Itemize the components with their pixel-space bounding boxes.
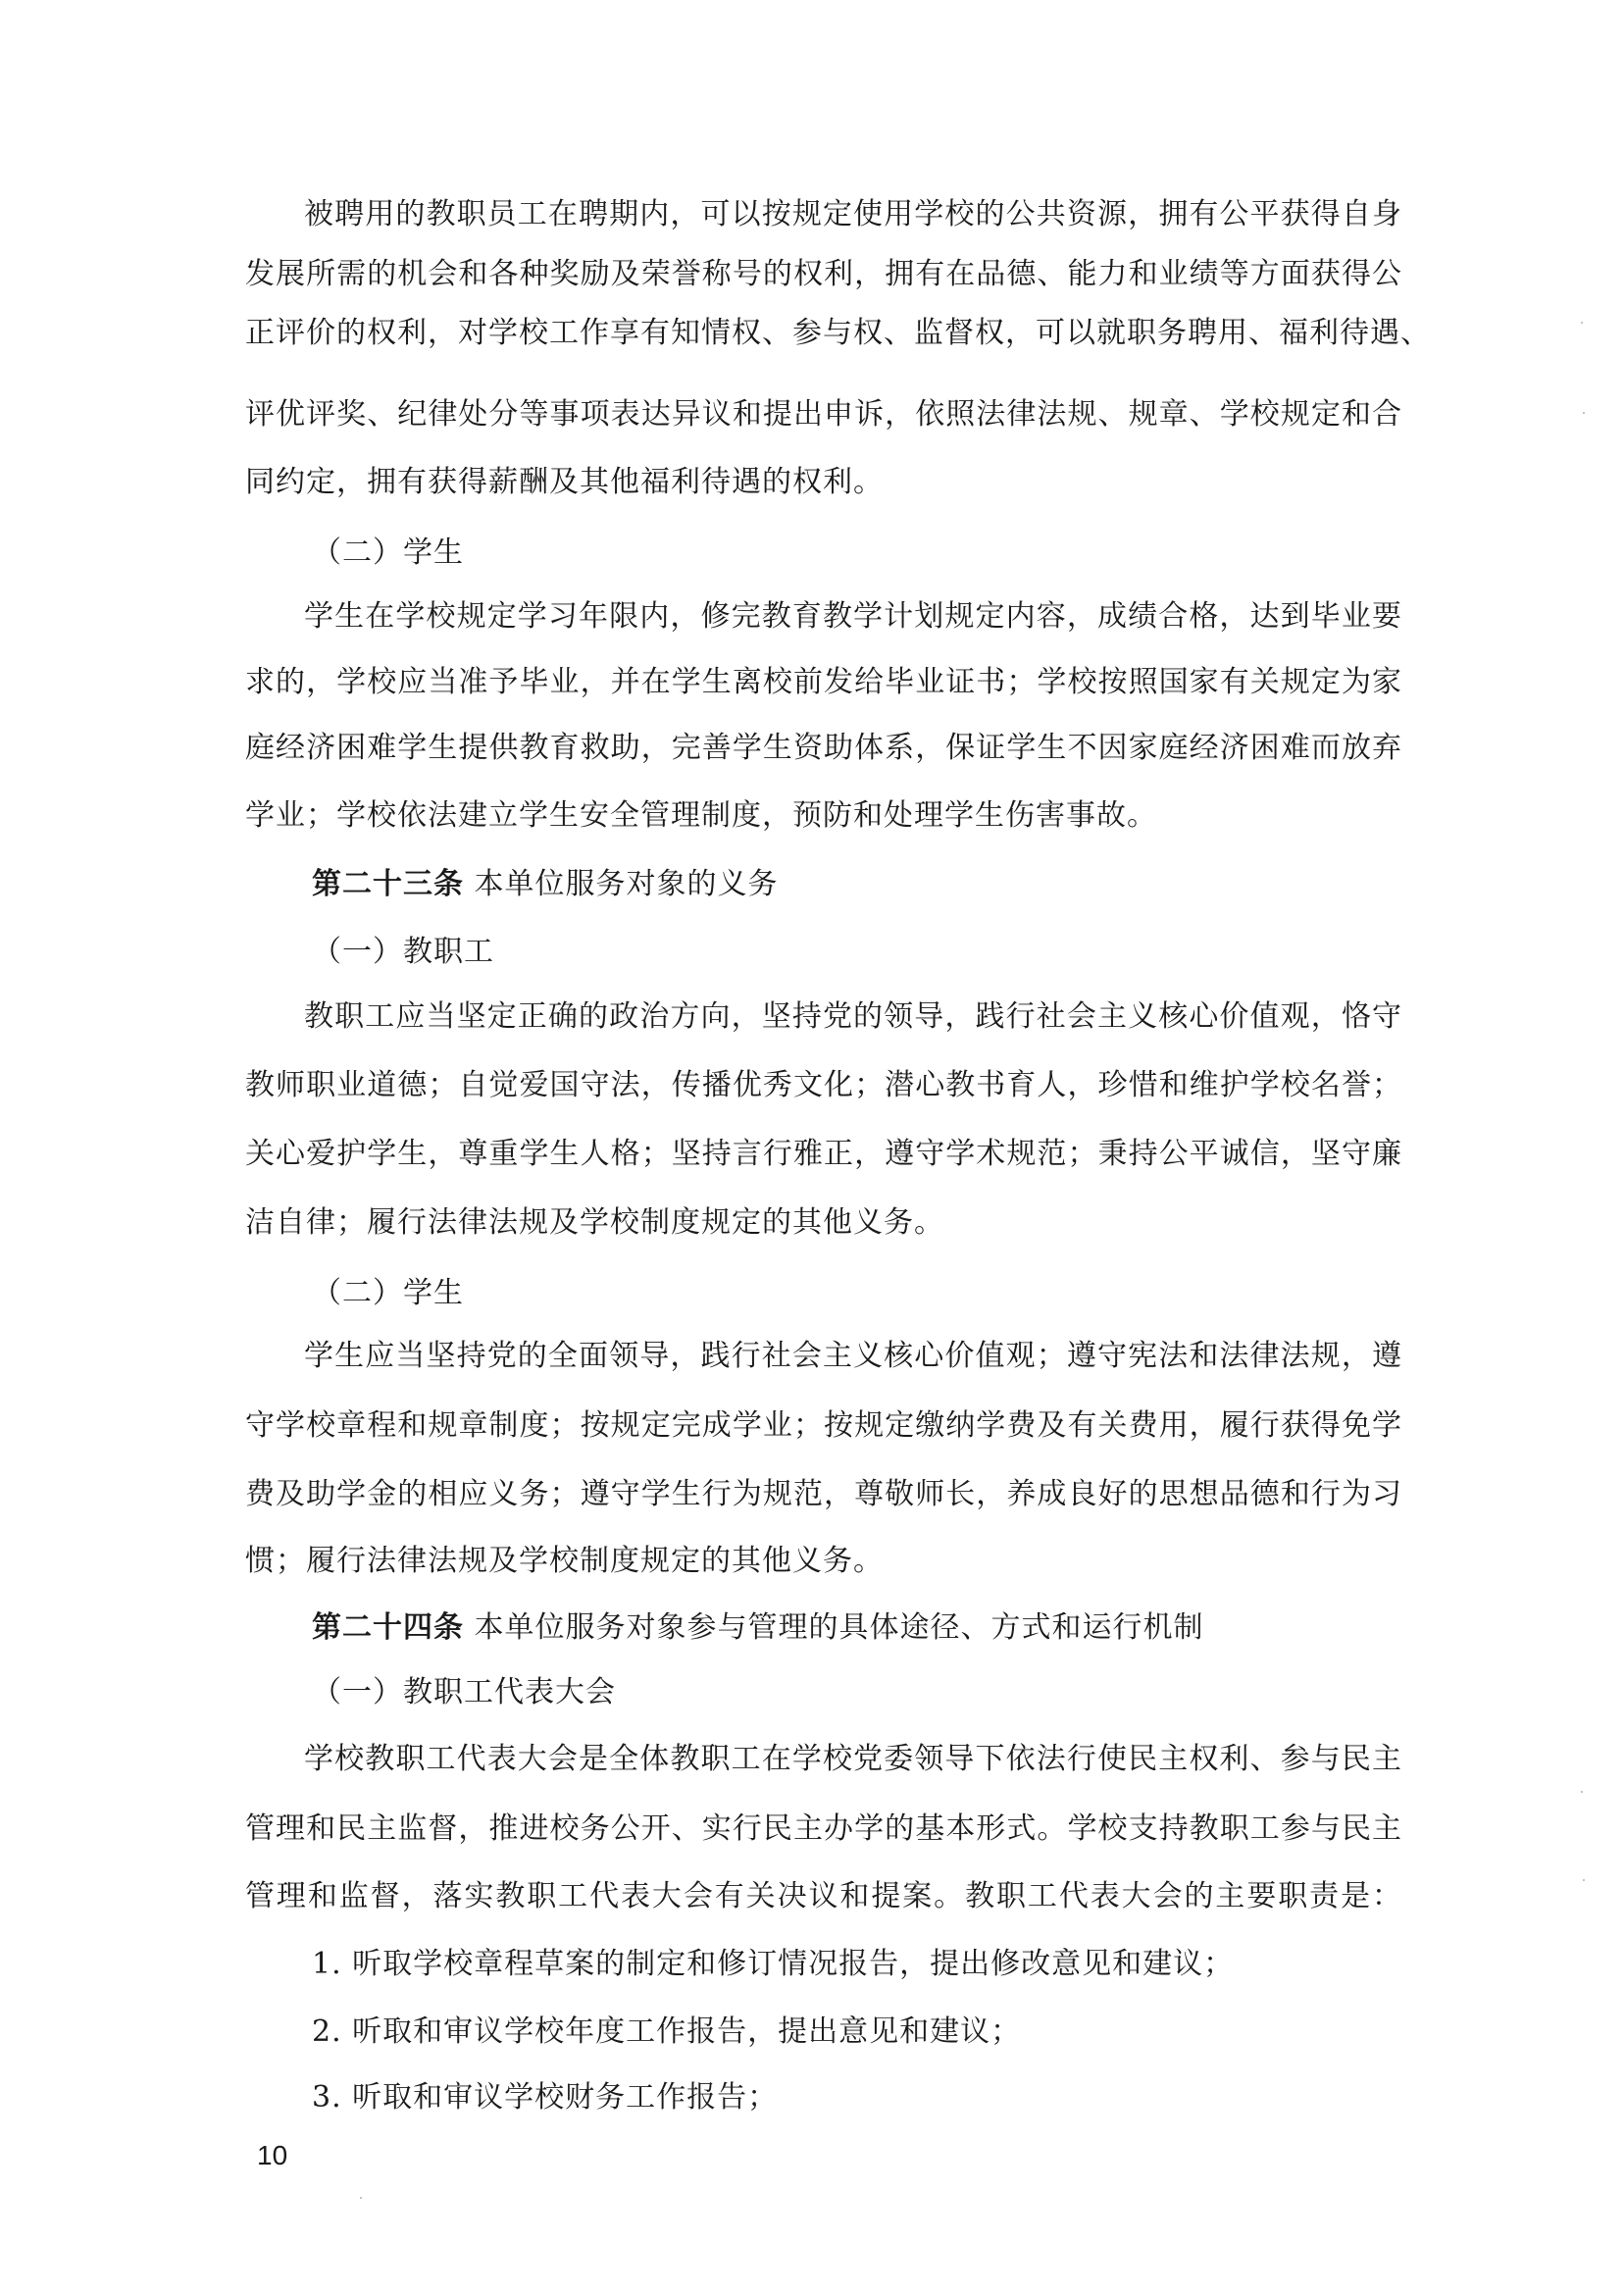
article-title: 本单位服务对象参与管理的具体途径、方式和运行机制	[474, 1610, 1204, 1645]
article-number: 第二十三条	[312, 867, 464, 901]
paragraph-line: 洁自律；履行法律法规及学校制度规定的其他义务。	[245, 1205, 944, 1240]
paragraph-line: 守学校章程和规章制度；按规定完成学业；按规定缴纳学费及有关费用，履行获得免学	[245, 1408, 1402, 1443]
article-number: 第二十四条	[312, 1610, 464, 1645]
paragraph-line: 庭经济困难学生提供教育救助，完善学生资助体系，保证学生不因家庭经济困难而放弃	[245, 731, 1402, 765]
paragraph-line: 同约定，拥有获得薪酬及其他福利待遇的权利。	[245, 465, 884, 499]
paragraph-line: 教师职业道德；自觉爱国守法，传播优秀文化；潜心教书育人，珍惜和维护学校名誉；	[245, 1068, 1402, 1102]
paragraph-line: 学生应当坚持党的全面领导，践行社会主义核心价值观；遵守宪法和法律法规，遵	[304, 1339, 1402, 1373]
subheading-students: （二）学生	[312, 535, 464, 570]
paragraph-line: 学校教职工代表大会是全体教职工在学校党委领导下依法行使民主权利、参与民主	[304, 1742, 1402, 1776]
list-item: 3. 听取和审议学校财务工作报告；	[312, 2080, 779, 2115]
paragraph-line: 费及助学金的相应义务；遵守学生行为规范，尊敬师长，养成良好的思想品德和行为习	[245, 1477, 1402, 1511]
scan-speck: ·	[1579, 312, 1585, 331]
paragraph-line: 教职工应当坚定正确的政治方向，坚持党的领导，践行社会主义核心价值观，恪守	[304, 999, 1402, 1034]
paragraph-line: 管理和民主监督，推进校务公开、实行民主办学的基本形式。学校支持教职工参与民主	[245, 1811, 1402, 1846]
subheading-staff-congress: （一）教职工代表大会	[312, 1675, 616, 1709]
paragraph-line: 关心爱护学生，尊重学生人格；坚持言行雅正，遵守学术规范；秉持公平诚信，坚守廉	[245, 1137, 1402, 1171]
paragraph-line: 正评价的权利，对学校工作享有知情权、参与权、监督权，可以就职务聘用、福利待遇、	[245, 316, 1431, 350]
scan-speck: ·	[1579, 1781, 1585, 1801]
scan-speck: ·	[358, 2187, 364, 2207]
list-item: 1. 听取学校章程草案的制定和修订情况报告，提出修改意见和建议；	[312, 1947, 1235, 1981]
paragraph-line: 评优评奖、纪律处分等事项表达异议和提出申诉，依照法律法规、规章、学校规定和合	[245, 397, 1402, 432]
paragraph-line: 学生在学校规定学习年限内，修完教育教学计划规定内容，成绩合格，达到毕业要	[304, 599, 1402, 634]
scan-speck: ·	[1581, 1869, 1587, 1889]
paragraph-line: 惯；履行法律法规及学校制度规定的其他义务。	[245, 1544, 884, 1578]
paragraph-line: 发展所需的机会和各种奖励及荣誉称号的权利，拥有在品德、能力和业绩等方面获得公	[245, 257, 1402, 291]
paragraph-line: 被聘用的教职员工在聘期内，可以按规定使用学校的公共资源，拥有公平获得自身	[304, 197, 1402, 231]
article-24-heading	[312, 1606, 1469, 1650]
paragraph-line: 学业；学校依法建立学生安全管理制度，预防和处理学生伤害事故。	[245, 798, 1157, 833]
scan-speck: ·	[1581, 402, 1587, 422]
list-item: 2. 听取和审议学校年度工作报告，提出意见和建议；	[312, 2014, 1022, 2049]
subheading-students: （二）学生	[312, 1276, 464, 1310]
subheading-staff: （一）教职工	[312, 935, 494, 969]
paragraph-line: 求的，学校应当准予毕业，并在学生离校前发给毕业证书；学校按照国家有关规定为家	[245, 665, 1402, 699]
article-23-heading	[312, 863, 1469, 906]
paragraph-line: 管理和监督，落实教职工代表大会有关决议和提案。教职工代表大会的主要职责是：	[245, 1879, 1402, 1913]
page-number: 10	[257, 2140, 288, 2170]
article-title: 本单位服务对象的义务	[474, 867, 779, 901]
